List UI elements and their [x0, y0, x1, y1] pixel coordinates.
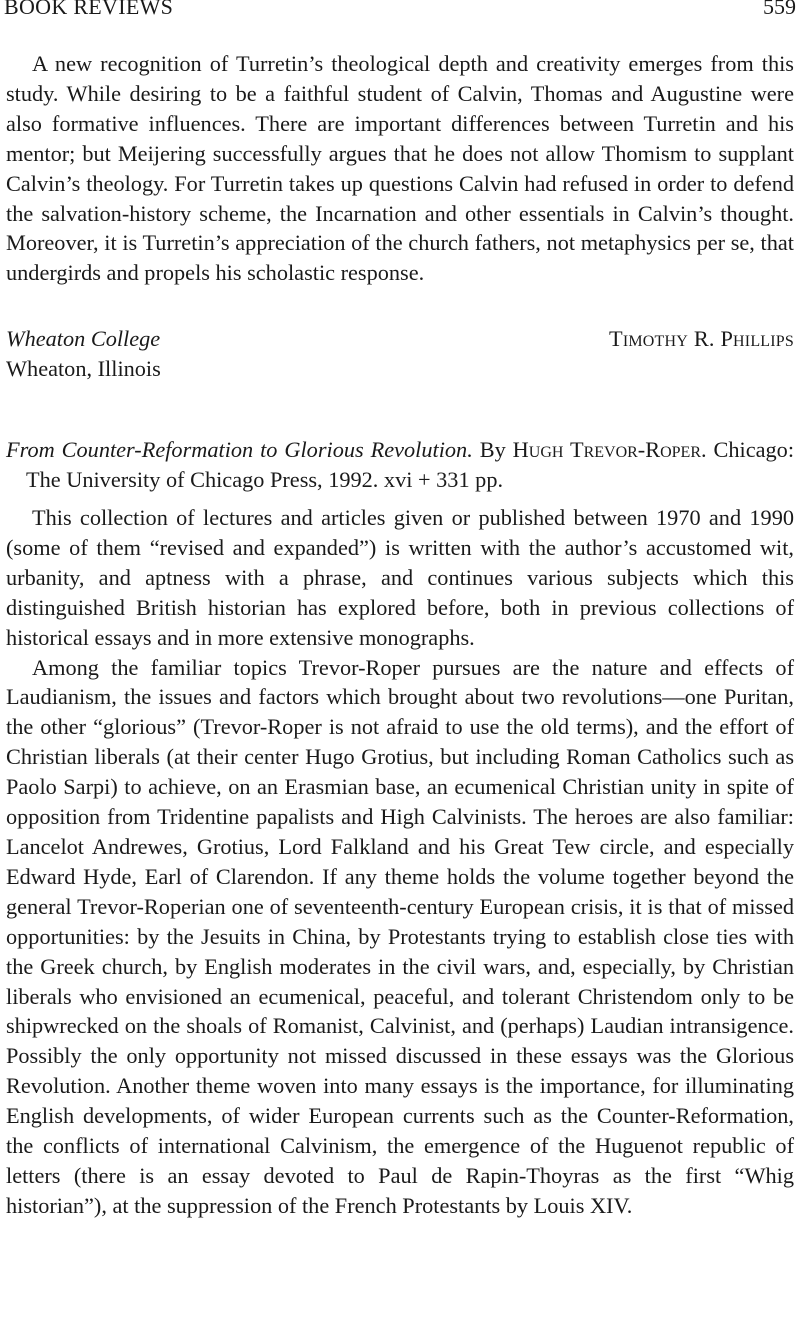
running-head [4, 0, 796, 20]
citation-by: By [472, 437, 513, 462]
review-2-body [6, 503, 794, 1221]
review-2-paragraph-1: This collection of lectures and articles given or published between 1970 and 1990 (some of them “revised and expanded”) is written with the author’s accustomed wit, urbanity, and aptness with a phrase, and continues various subjects which this distinguished British historian has explored before, both in previous collections of historical essays and in more extensive monographs. [6, 505, 794, 650]
review-1-body [6, 49, 794, 288]
book-author: Hugh Trevor-Roper. [512, 437, 707, 462]
book-title: From Counter-Reformation to Glorious Revolution. [6, 437, 473, 462]
running-head-title: BOOK REVIEWS [4, 0, 174, 19]
page-number: 559 [763, 0, 796, 19]
reviewer-name: Timothy R. Phillips [609, 326, 794, 351]
reviewer-location: Wheaton, Illinois [6, 355, 161, 381]
citation-publication: Chicago: The University of Chicago Press, 1992. xvi + 331 pp. [26, 437, 795, 492]
review-2-citation [6, 435, 794, 495]
review-1-signature [6, 324, 794, 384]
review-2-paragraph-2: Among the familiar topics Trevor-Roper pursues are the nature and effects of Laudianism, the issues and factors which brought about two revolutions—one Puritan, the other “glorious” (Trevor-Roper is not afraid to use the old terms), and the effort of Christian liberals (at their center Hugo Grotius, but including Roman Catholics such as Paolo Sarpi) to achieve, on an Erasmian base, an ecumenical Christian unity in spite of opposition from Tridentine papalists and High Calvinists. The heroes are also familiar: Lancelot Andrewes, Grotius, Lord Falkland and his Great Tew circle, and especially Edward Hyde, Earl of Clarendon. If any theme holds the volume together beyond the general Trevor-Roperian one of seventeenth-century European crisis, it is that of missed opportunities: by the Jesuits in China, by Protestants trying to establish close ties with the Greek church, by English moderates in the civil wars, and, especially, by Christian liberals who envisioned an ecumenical, peaceful, and tolerant Christendom only to be shipwrecked on the shoals of Romanist, Calvinist, and (perhaps) Laudian intransigence. Possibly the only opportunity not missed discussed in these essays was the Glorious Revolution. Another theme woven into many essays is the importance, for illuminating English developments, of wider European currents such as the Counter-Reformation, the conflicts of international Calvinism, the emergence of the Huguenot republic of letters (there is an essay devoted to Paul de Rapin-Thoyras as the first “Whig historian”), at the suppression of the French Protestants by Louis XIV. [6, 654, 794, 1218]
reviewer-institution: Wheaton College [6, 326, 161, 351]
review-1-paragraph: A new recognition of Turretin’s theological depth and creativity emerges from this study. While desiring to be a faithful student of Calvin, Thomas and Augustine were also formative influences. There are important differences between Turretin and his mentor; but Meijering successfully argues that he does not allow Thomism to supplant Calvin’s theology. For Turretin takes up questions Calvin had refused in order to defend the salvation-history scheme, the Incarnation and other essentials in Calvin’s thought. Moreover, it is Turretin’s appreciation of the church fathers, not metaphysics per se, that undergirds and propels his scholastic response. [6, 51, 794, 286]
